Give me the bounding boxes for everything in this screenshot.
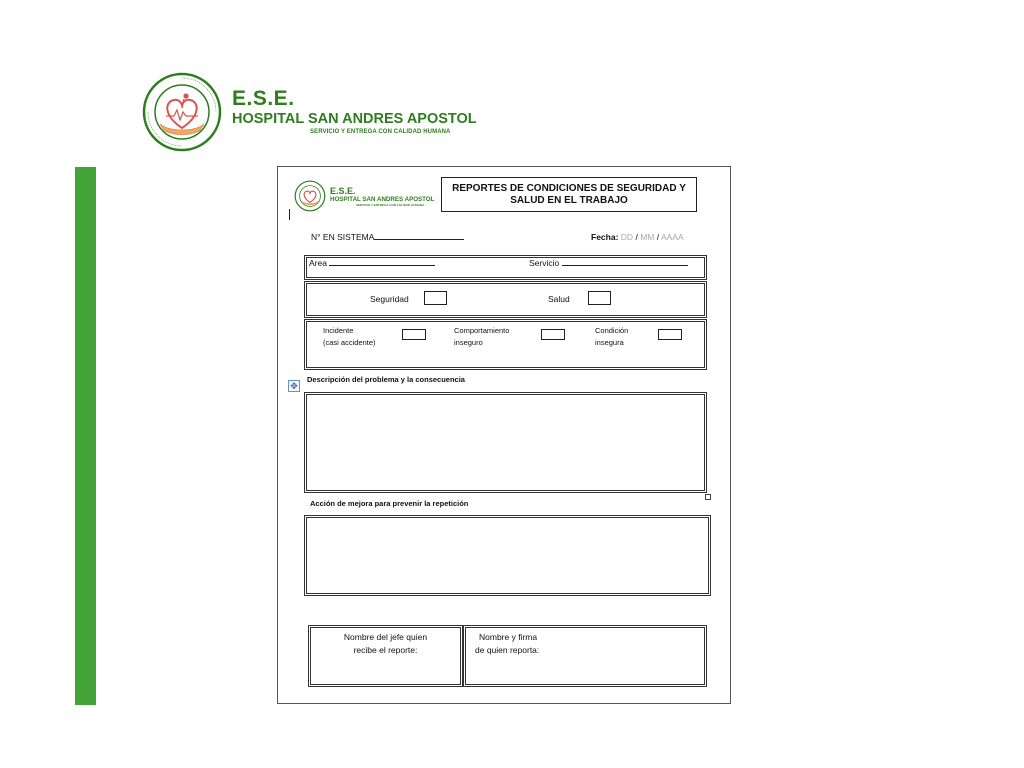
doc-brand-ese: E.S.E. [330,186,356,196]
move-handle-icon[interactable]: ✥ [288,380,300,392]
accent-bar [75,167,96,705]
area-line [329,265,435,266]
incidente-line1: Incidente [323,326,354,335]
condicion-line2: insegura [595,338,624,347]
accion-label: Acción de mejora para prevenir la repetición [310,499,469,508]
jefe-label [311,631,460,657]
hospital-seal-logo [142,72,222,152]
n-sistema-field[interactable] [311,232,464,242]
descripcion-label: Descripción del problema y la consecuencia [307,375,465,384]
fecha-label: Fecha: [591,232,619,242]
report-form-page [277,166,731,704]
form-title-line1: REPORTES DE CONDICIONES DE SEGURIDAD Y [452,182,686,194]
comportamiento-checkbox[interactable] [541,329,565,340]
comportamiento-line1: Comportamiento [454,326,510,335]
descripcion-textarea[interactable] [304,392,707,493]
incidente-line2: (casi accidente) [323,338,376,347]
servicio-line [562,265,688,266]
accion-textarea[interactable] [304,515,711,596]
condicion-label [595,325,628,349]
area-label: Area [309,258,327,268]
servicio-label: Servicio [529,258,560,268]
area-servicio-box [304,255,707,280]
fecha-dd: DD [620,232,634,242]
firma-line2: de quien reporta: [475,645,540,655]
doc-brand-tagline: SERVICIO Y ENTREGA CON CALIDAD HUMANA [356,203,425,207]
jefe-line1: Nombre del jefe quien [343,632,428,642]
tipo-reporte-box [304,319,707,370]
form-title-box [441,177,697,212]
condicion-line1: Condición [595,326,629,335]
fecha-field[interactable] [591,232,684,242]
form-title-line2: SALUD EN EL TRABAJO [510,194,628,206]
area-field[interactable] [309,258,435,268]
seguridad-label: Seguridad [370,294,409,304]
reporter-signature-box[interactable] [463,625,707,687]
n-sistema-label: N° EN SISTEMA [311,232,375,242]
condicion-checkbox[interactable] [658,329,682,340]
seguridad-salud-box [304,281,707,318]
header-hospital-name: HOSPITAL SAN ANDRES APOSTOL [232,111,477,127]
fecha-aaaa: AAAA [661,232,684,242]
salud-checkbox[interactable] [588,291,611,305]
comportamiento-line2: inseguro [454,338,483,347]
header-tagline: SERVICIO Y ENTREGA CON CALIDAD HUMANA [310,129,451,135]
firma-line1: Nombre y firma [479,632,538,642]
doc-seal-logo [294,180,326,212]
n-sistema-line [374,239,464,240]
header-brand [232,88,477,136]
incidente-label [323,325,376,349]
fecha-sep-1: / [635,232,638,242]
servicio-field[interactable] [529,258,688,268]
jefe-signature-box[interactable] [308,625,463,687]
header-ese: E.S.E. [232,87,295,110]
doc-brand-hospital: HOSPITAL SAN ANDRES APOSTOL [330,196,435,203]
resize-handle-icon[interactable] [705,494,711,500]
fecha-sep-2: / [656,232,660,242]
salud-label: Salud [548,294,570,304]
firma-label [475,631,539,657]
text-cursor [289,209,290,220]
jefe-line2: recibe el reporte: [353,645,418,655]
fecha-mm: MM [640,232,655,242]
incidente-checkbox[interactable] [402,329,426,340]
comportamiento-label [454,325,509,349]
doc-brand [330,186,434,207]
seguridad-checkbox[interactable] [424,291,447,305]
